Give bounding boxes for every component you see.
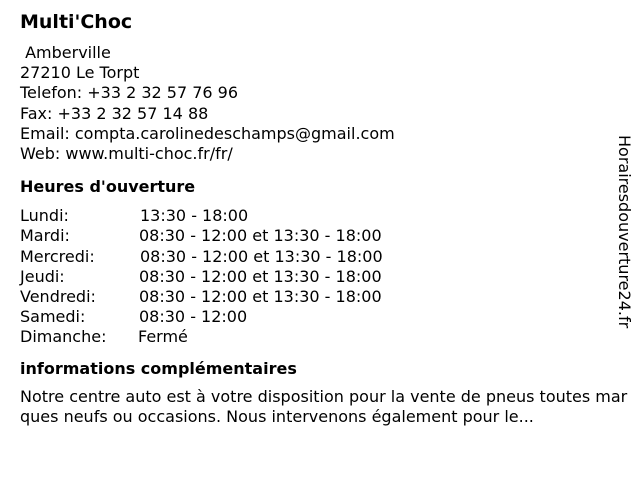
hours-row-friday (20, 287, 620, 307)
day-label: Mercredi: (20, 246, 95, 266)
time-value: 08:30 - 12:00 et 13:30 - 18:00 (139, 226, 382, 246)
email: Email: compta.carolinedeschamps@gmail.com (20, 123, 395, 143)
time-value: Fermé (138, 327, 188, 347)
day-label: Lundi: (20, 206, 69, 226)
day-label: Vendredi: (20, 286, 96, 306)
phone: Telefon: +33 2 32 57 76 96 (20, 83, 239, 103)
info-heading: informations complémentaires (20, 358, 297, 378)
hours-heading: Heures d'ouverture (20, 177, 196, 197)
day-label: Dimanche: (20, 327, 107, 347)
day-label: Mardi: (20, 226, 70, 246)
time-value: 08:30 - 12:00 et 13:30 - 18:00 (139, 266, 382, 286)
time-value: 13:30 - 18:00 (140, 206, 249, 226)
hours-row-saturday (20, 307, 620, 327)
hours-row-wednesday (20, 247, 620, 267)
hours-row-sunday (20, 327, 620, 347)
opening-hours-table (20, 206, 620, 347)
hours-row-thursday (20, 267, 620, 287)
address-line-1: Amberville (20, 43, 111, 62)
brand-watermark: Horairesdouverture24.fr (615, 135, 634, 329)
time-value: 08:30 - 12:00 (139, 307, 248, 327)
contact-block (20, 43, 620, 164)
day-label: Jeudi: (20, 266, 65, 286)
fax: Fax: +33 2 32 57 14 88 (20, 103, 209, 123)
website: Web: www.multi-choc.fr/fr/ (20, 144, 233, 164)
address-line-2: 27210 Le Torpt (20, 63, 140, 83)
time-value: 08:30 - 12:00 et 13:30 - 18:00 (140, 246, 383, 266)
info-description: Notre centre auto est à votre disposition pour la vente de pneus toutes marques neufs ou occasions. Nous intervenons également pour le... (20, 386, 628, 426)
business-name: Multi'Choc (20, 11, 133, 33)
time-value: 08:30 - 12:00 et 13:30 - 18:00 (139, 286, 382, 306)
day-label: Samedi: (20, 307, 86, 327)
hours-row-tuesday (20, 226, 620, 246)
hours-row-monday (20, 206, 620, 226)
